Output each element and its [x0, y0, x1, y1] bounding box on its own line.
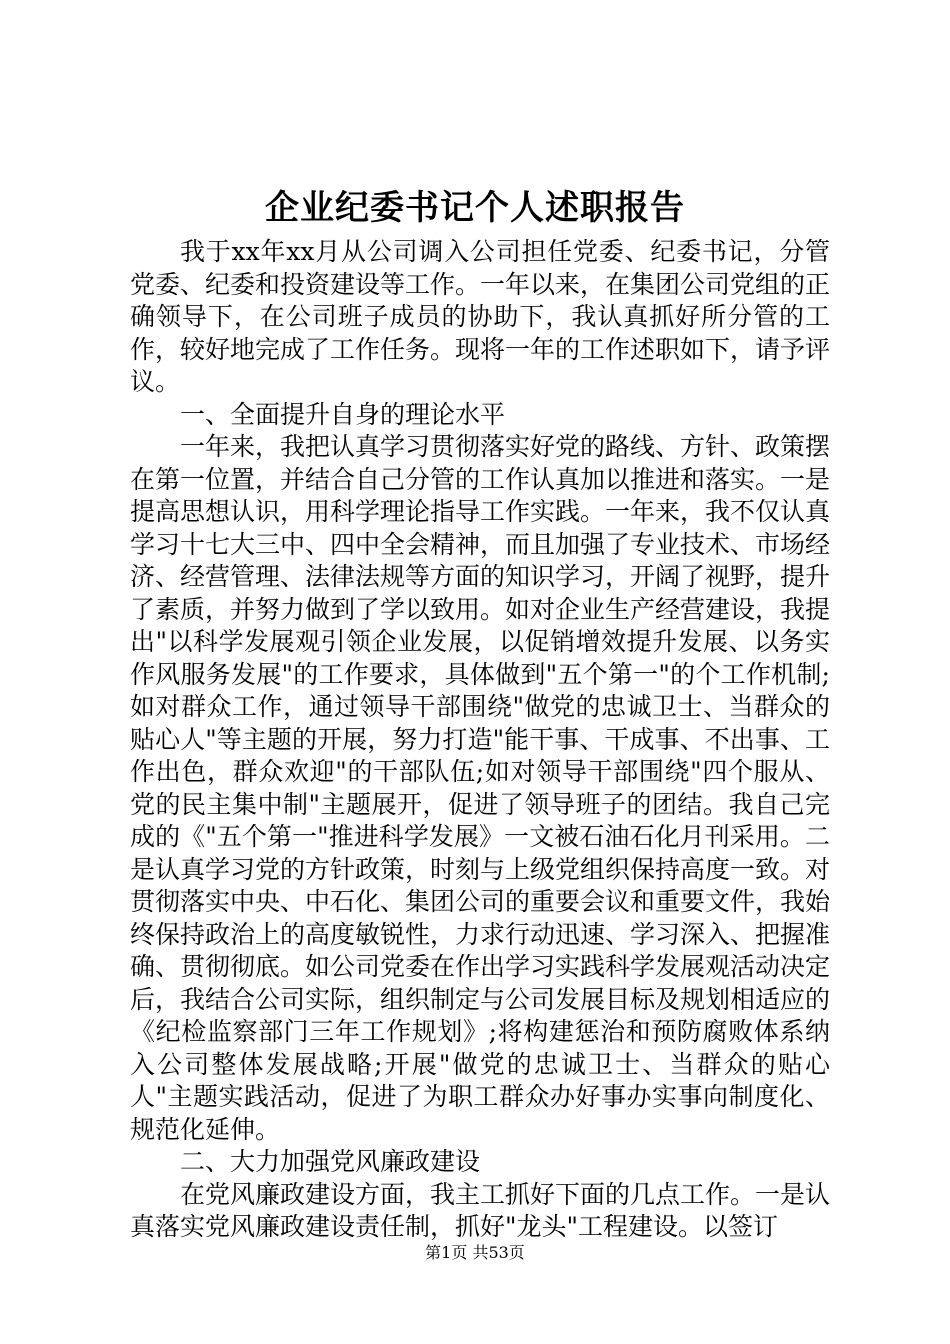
page-footer: 第1页 共53页	[425, 1243, 525, 1262]
paragraph-intro: 我于xx年xx月从公司调入公司担任党委、纪委书记，分管党委、纪委和投资建设等工作。一年以来，在集团公司党组的正确领导下，在公司班子成员的协助下，我认真抓好所分管的工作，较好地完成了工作任务。现将一年的工作述职如下，请予评议。	[130, 237, 831, 396]
paragraph-section-1: 一年来，我把认真学习贯彻落实好党的路线、方针、政策摆在第一位置，并结合自己分管的工作认真加以推进和落实。一是提高思想认识，用科学理论指导工作实践。一年来，我不仅认真学习十七大三中、四中全会精神，而且加强了专业技术、市场经济、经营管理、法律法规等方面的知识学习，开阔了视野，提升了素质，并努力做到了学以致用。如对企业生产经营建设，我提出"以科学发展观引领企业发展，以促销增效提升发展、以务实作风服务发展"的工作要求，具体做到"五个第一"的个工作机制;如对群众工作，通过领导干部围绕"做党的忠诚卫士、当群众的贴心人"等主题的开展，努力打造"能干事、干成事、不出事、工作出色，群众欢迎"的干部队伍;如对领导干部围绕"四个服从、党的民主集中制"主题展开，促进了领导班子的团结。我自己完成的《"五个第一"推进科学发展》一文被石油石化月刊采用。二是认真学习党的方针政策，时刻与上级党组织保持高度一致。对贯彻落实中央、中石化、集团公司的重要会议和重要文件，我始终保持政治上的高度敏锐性，力求行动迅速、学习深入、把握准确、贯彻彻底。如公司党委在作出学习实践科学发展观活动决定后，我结合公司实际，组织制定与公司发展目标及规划相适应的《纪检监察部门三年工作规划》;将构建惩治和预防腐败体系纳入公司整体发展战略;开展"做党的忠诚卫士、当群众的贴心人"主题实践活动，促进了为职工群众办好事办实事向制度化、规范化延伸。	[130, 432, 831, 1144]
document-body	[130, 236, 830, 1244]
document-title: 企业纪委书记个人述职报告	[265, 188, 685, 228]
section-heading-2: 二、大力加强党风廉政建设	[180, 1147, 481, 1176]
section-heading-1: 一、全面提升自身的理论水平	[180, 399, 506, 429]
paragraph-section-2: 在党风廉政建设方面，我主工抓好下面的几点工作。一是认真落实党风廉政建设责任制，抓好"龙头"工程建设。以签订	[130, 1179, 831, 1241]
